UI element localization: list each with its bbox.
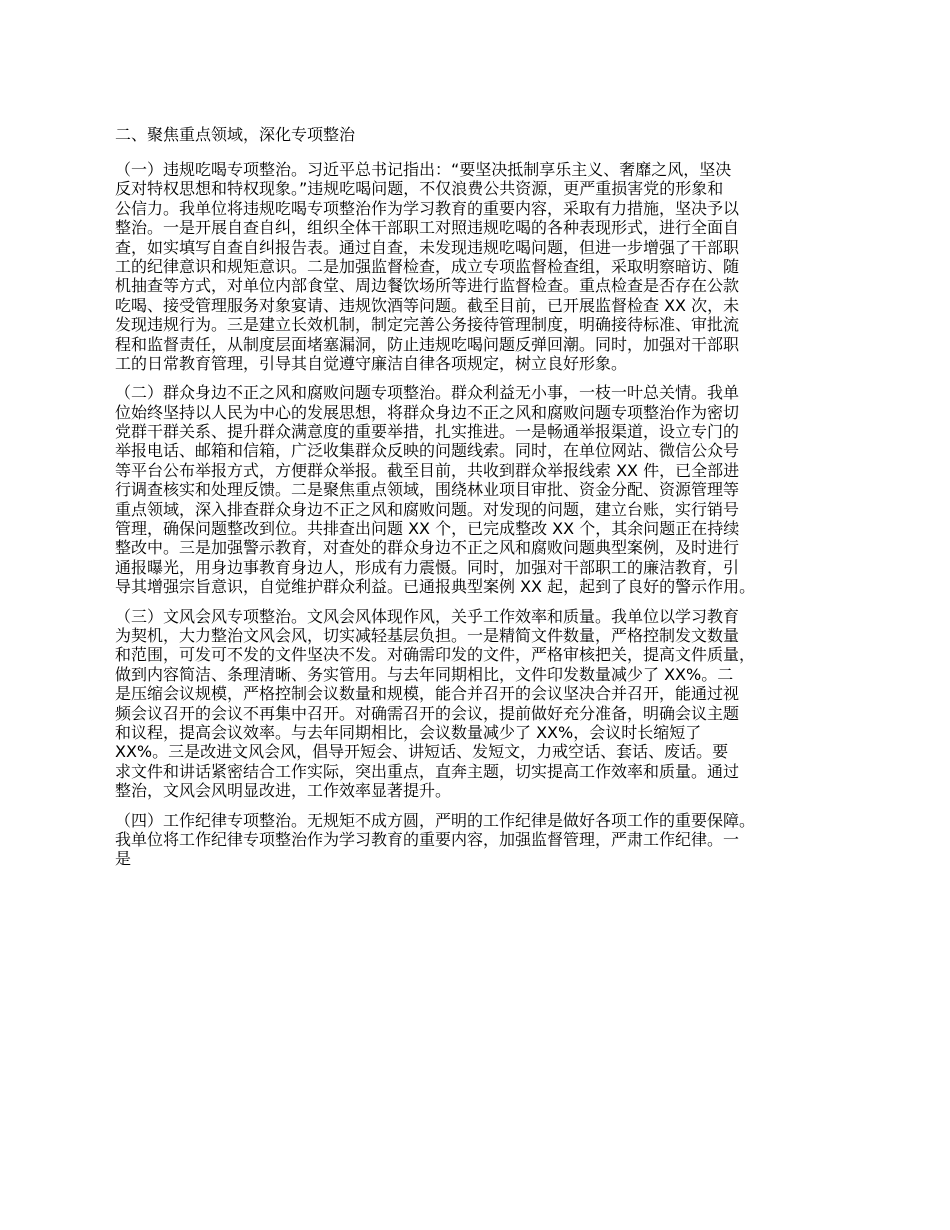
text-line: （一）违规吃喝专项整治。习近平总书记指出：“要坚决抵制享乐主义、奢靡之风，坚决 (115, 160, 732, 179)
document-page (115, 124, 860, 879)
text-line: 整治，文风会风明显改进，工作效率显著提升。 (115, 781, 452, 801)
text-line: 和议程，提高会议效率。与去年同期相比，会议数量减少了 XX%，会议时长缩短了 (115, 722, 702, 742)
text-line: 做到内容简洁、条理清晰、务实管用。与去年同期相比，文件印发数量减少了 XX%。二 (115, 664, 734, 684)
text-line: 是 (115, 849, 132, 869)
text-line: 整改中。三是加强警示教育，对查处的群众身边不正之风和腐败问题典型案例，及时进行 (115, 538, 740, 558)
text-line: 党群干群关系、提升群众满意度的重要举措，扎实推进。一是畅通举报渠道，设立专门的 (115, 422, 740, 442)
paragraph-3-writing-meeting-style (115, 607, 860, 801)
text-line: 行调查核实和处理反馈。二是聚焦重点领域，围绕林业项目审批、资金分配、资源管理等 (115, 480, 740, 500)
text-line: 程和监督责任，从制度层面堵塞漏洞，防止违规吃喝问题反弹回潮。同时，加强对干部职 (115, 334, 740, 354)
section-heading: 二、聚焦重点领域，深化专项整治 (115, 125, 356, 144)
text-line: 通报曝光，用身边事教育身边人，形成有力震慑。同时，加强对干部职工的廉洁教育，引 (115, 557, 740, 577)
text-line: 工的日常教育管理，引导其自觉遵守廉洁自律各项规定，树立良好形象。 (115, 353, 628, 373)
text-line: XX%。三是改进文风会风，倡导开短会、讲短话、发短文，力戒空话、套话、废话。要 (115, 742, 729, 762)
text-line: 查，如实填写自查自纠报告表。通过自查，未发现违规吃喝问题，但进一步增强了干部职 (115, 237, 740, 257)
text-line: （四）工作纪律专项整治。无规矩不成方圆，严明的工作纪律是做好各项工作的重要保障。 (115, 810, 756, 830)
text-line: 位始终坚持以人民为中心的发展思想，将群众身边不正之风和腐败问题专项整治作为密切 (115, 402, 740, 422)
text-line: 我单位将工作纪律专项整治作为学习教育的重要内容，加强监督管理，严肃工作纪律。一 (115, 829, 740, 849)
text-line: 是压缩会议规模，严格控制会议数量和规模，能合并召开的会议坚决合并召开，能通过视 (115, 684, 740, 704)
text-line: 管理，确保问题整改到位。共排查出问题 XX 个，已完成整改 XX 个，其余问题正在持续 (115, 519, 740, 539)
text-line: 和范围，可发可不发的文件坚决不发。对确需印发的文件，严格审核把关，提高文件质量， (115, 645, 756, 665)
text-line: 整治。一是开展自查自纠，组织全体干部职工对照违规吃喝的各种表现形式，进行全面自 (115, 218, 740, 238)
text-line: （二）群众身边不正之风和腐败问题专项整治。群众利益无小事，一枝一叶总关情。我单 (115, 383, 740, 403)
text-line: 重点领域，深入排查群众身边不正之风和腐败问题。对发现的问题，建立台账，实行销号 (115, 499, 740, 519)
text-line: 为契机，大力整治文风会风，切实减轻基层负担。一是精简文件数量，严格控制发文数量 (115, 625, 740, 645)
text-line: 工的纪律意识和规矩意识。二是加强监督检查，成立专项监督检查组，采取明察暗访、随 (115, 256, 740, 276)
text-line: 吃喝、接受管理服务对象宴请、违规饮酒等问题。截至目前，已开展监督检查 XX 次，未 (115, 295, 740, 315)
text-line: 机抽查等方式，对单位内部食堂、周边餐饮场所等进行监督检查。重点检查是否存在公款 (115, 276, 740, 296)
paragraph-4-work-discipline (115, 811, 860, 869)
paragraph-2-grassroots-corruption (115, 383, 860, 596)
text-line: （三）文风会风专项整治。文风会风体现作风，关乎工作效率和质量。我单位以学习教育 (115, 606, 740, 626)
text-line: 公信力。我单位将违规吃喝专项整治作为学习教育的重要内容，采取有力措施，坚决予以 (115, 198, 740, 218)
text-line: 导其增强宗旨意识，自觉维护群众利益。已通报典型案例 XX 起，起到了良好的警示作用。 (115, 577, 756, 597)
text-line: 等平台公布举报方式，方便群众举报。截至目前，共收到群众举报线索 XX 件，已全部进 (115, 460, 740, 480)
text-line: 举报电话、邮箱和信箱，广泛收集群众反映的问题线索。同时，在单位网站、微信公众号 (115, 441, 740, 461)
text-line: 反对特权思想和特权现象。”违规吃喝问题，不仅浪费公共资源，更严重损害党的形象和 (115, 179, 724, 199)
text-line: 求文件和讲话紧密结合工作实际，突出重点，直奔主题，切实提高工作效率和质量。通过 (115, 761, 740, 781)
paragraph-1-violation-dining (115, 160, 860, 373)
text-line: 频会议召开的会议不再集中召开。对确需召开的会议，提前做好充分准备，明确会议主题 (115, 703, 740, 723)
text-line: 发现违规行为。三是建立长效机制，制定完善公务接待管理制度，明确接待标准、审批流 (115, 315, 740, 335)
